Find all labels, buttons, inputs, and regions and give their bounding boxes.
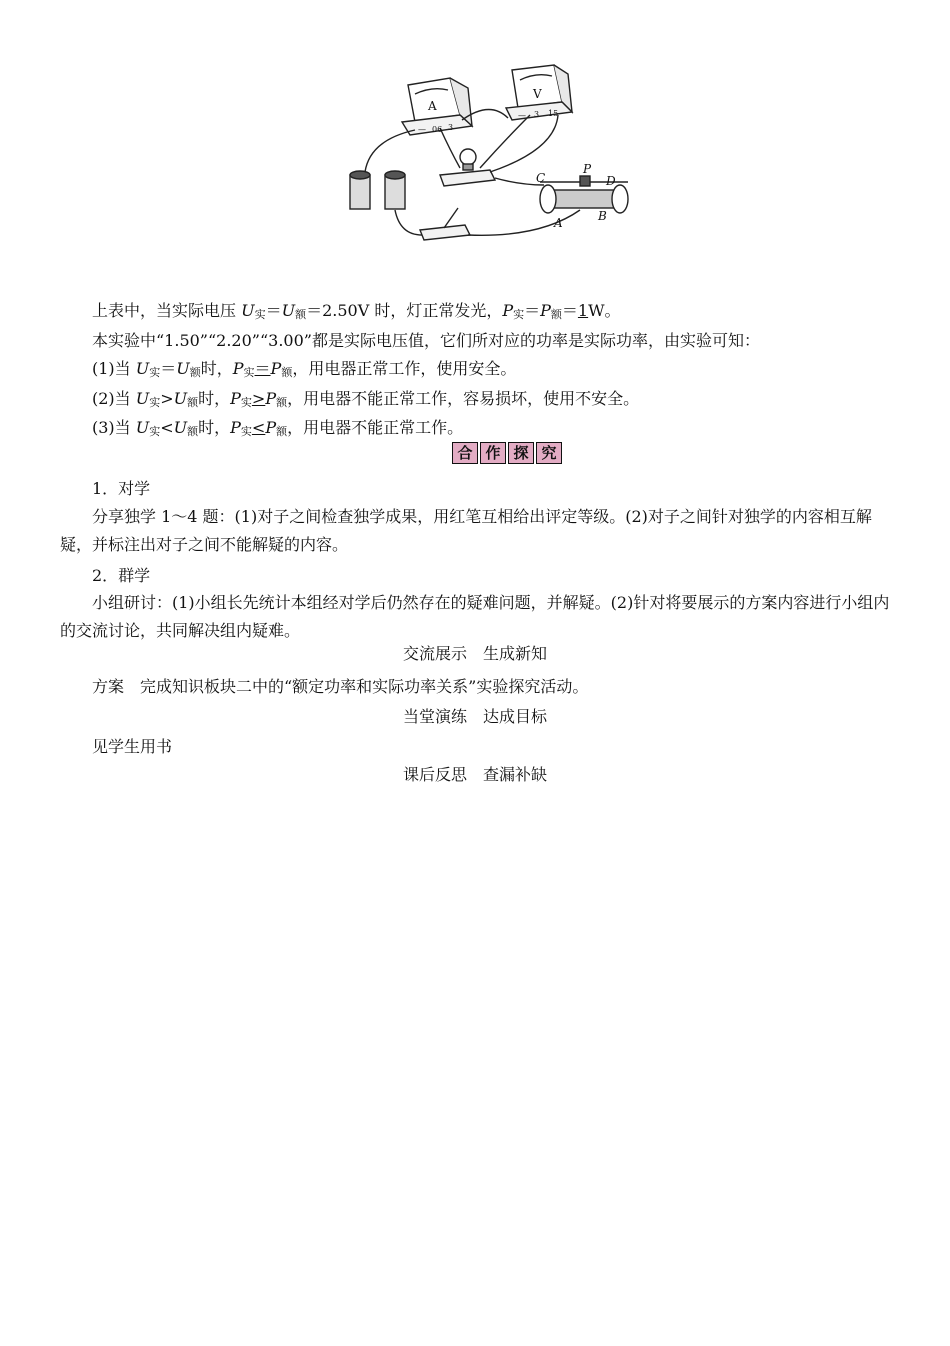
- section-1-heading: 1．对学: [92, 479, 151, 498]
- rheostat-label: C: [536, 171, 546, 185]
- voltmeter-terminal: 15: [548, 109, 559, 118]
- section-2-heading: 2．群学: [92, 566, 151, 585]
- section-1-text: 分享独学 1～4 题：(1)对子之间检查独学成果，用红笔互相给出评定等级。(2)对子之间针对独学的内容相互解疑，并标注出对子之间不能解疑的内容。: [60, 507, 872, 554]
- badge-char: 探: [508, 442, 534, 464]
- ammeter-terminal: —: [418, 125, 426, 134]
- section-2-text: 小组研讨：(1)小组长先统计本组经对学后仍然存在的疑难问题，并解疑。(2)针对将要展示的方案内容进行小组内的交流讨论，共同解决组内疑难。: [60, 593, 890, 640]
- case-1: (1)当 $U_实=U_额$时，$P_实=P_额$，用电器正常工作，使用安全。: [92, 359, 517, 379]
- badge-char: 作: [480, 442, 506, 464]
- heading-practice: 当堂演练 达成目标: [402, 707, 547, 726]
- voltmeter-terminal: 3: [534, 110, 540, 119]
- rheostat-label: A: [554, 216, 563, 230]
- circuit-diagram: [340, 60, 640, 245]
- plan-line: 方案 完成知识板块二中的“额定功率和实际功率关系”实验探究活动。: [92, 677, 589, 696]
- voltmeter-letter: V: [533, 87, 542, 101]
- case-2: (2)当 $U_实>U_额$时，$P_实>P_额$，用电器不能正常工作，容易损坏，使用不安全。: [92, 389, 640, 409]
- see-book-line: 见学生用书: [92, 737, 173, 756]
- section-badge: [452, 442, 562, 464]
- battery: [350, 171, 405, 209]
- lamp: [440, 149, 495, 186]
- ammeter-letter: A: [428, 99, 437, 113]
- rheostat-label: P: [583, 162, 592, 176]
- badge-char: 究: [536, 442, 562, 464]
- badge-char: 合: [452, 442, 478, 464]
- ammeter-terminal: 3: [448, 123, 454, 132]
- heading-reflect: 课后反思 查漏补缺: [402, 765, 547, 784]
- case-3: (3)当 $U_实<U_额$时，$P_实<P_额$，用电器不能正常工作。: [92, 418, 464, 438]
- switch: [420, 208, 470, 240]
- summary-line: 上表中，当实际电压 $U_实=U_额=2.50V$ 时，灯正常发光，$P_实=P_额=1W$。: [92, 301, 621, 321]
- heading-exchange: 交流展示 生成新知: [402, 644, 547, 663]
- rheostat-label: B: [598, 209, 607, 223]
- voltmeter-terminal: —: [518, 111, 526, 120]
- conclusion-intro: 本实验中“1.50”“2.20”“3.00”都是实际电压值，它们所对应的功率是实际功率，由实验可知：: [92, 331, 760, 350]
- rheostat-label: D: [606, 174, 616, 188]
- ammeter-terminal: 06: [432, 125, 443, 134]
